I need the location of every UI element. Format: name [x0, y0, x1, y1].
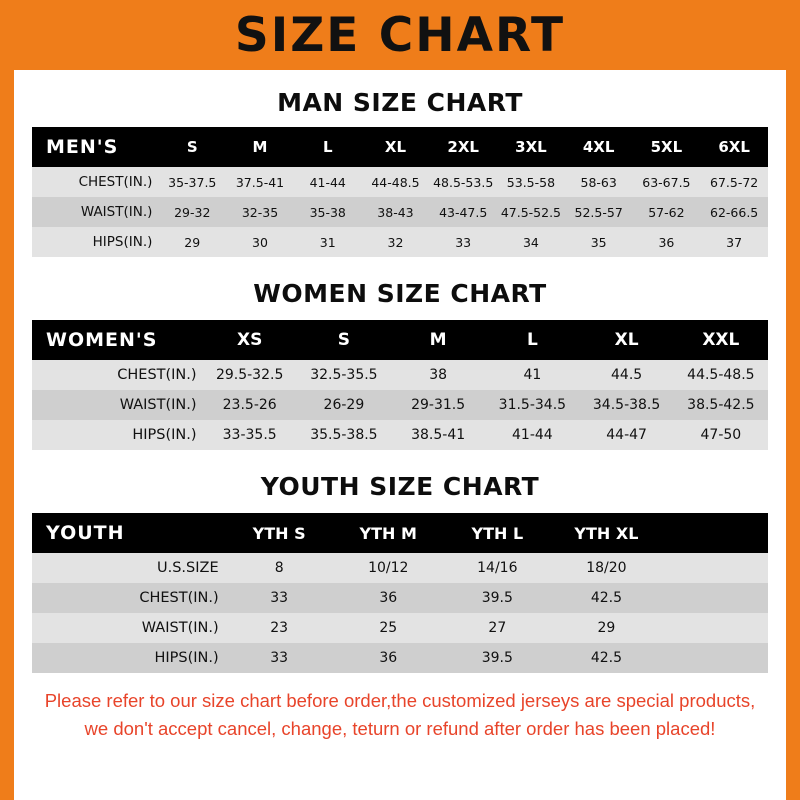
table-cell: 37.5-41 [235, 174, 285, 190]
table-cell: 67.5-72 [710, 174, 759, 190]
table-cell: 47-50 [700, 427, 742, 443]
table-row [32, 583, 768, 613]
row-label: CHEST(IN.) [117, 367, 197, 383]
column-header: L [526, 330, 538, 350]
youth-table-body [32, 553, 768, 673]
table-cell: 39.5 [481, 650, 513, 666]
table-cell: 42.5 [590, 650, 622, 666]
column-header: 6XL [718, 138, 750, 156]
table-cell: 38-43 [377, 204, 414, 220]
row-label: U.S.SIZE [157, 560, 219, 576]
table-cell: 44-47 [606, 427, 647, 443]
table-cell: 44-48.5 [371, 174, 420, 190]
column-header: WOMEN'S [46, 329, 158, 351]
table-cell: 36 [658, 234, 675, 250]
table-cell: 31 [319, 234, 336, 250]
table-cell: 14/16 [477, 560, 518, 576]
table-cell-spacer [661, 553, 768, 583]
footnote-line-2: we don't accept cancel, change, teturn or refund after order has been placed! [84, 717, 716, 739]
column-header: 3XL [515, 138, 547, 156]
table-cell: 38.5-41 [411, 427, 466, 443]
table-cell: 44.5 [611, 367, 643, 383]
column-header: S [337, 330, 351, 350]
table-cell: 63-67.5 [642, 174, 691, 190]
column-header: YTH L [471, 523, 524, 543]
table-cell: 39.5 [481, 590, 513, 606]
row-label: WAIST(IN.) [119, 397, 197, 413]
column-header: S [186, 138, 198, 156]
row-label: HIPS(IN.) [92, 234, 153, 250]
table-cell: 26-29 [323, 397, 365, 413]
table-cell: 8 [274, 560, 284, 576]
column-header: 5XL [650, 138, 683, 156]
row-label: HIPS(IN.) [132, 427, 197, 443]
table-row [32, 613, 768, 643]
table-row [32, 420, 768, 450]
table-cell: 41 [523, 367, 542, 383]
table-cell: 23.5-26 [222, 397, 277, 413]
content [14, 88, 786, 743]
column-header: XL [614, 330, 639, 350]
table-cell: 43-47.5 [439, 204, 488, 220]
youth-size-table [32, 513, 768, 673]
row-label: HIPS(IN.) [154, 650, 219, 666]
table-cell: 31.5-34.5 [498, 397, 567, 413]
footnote [32, 673, 768, 743]
table-cell: 29 [597, 620, 616, 636]
row-label: WAIST(IN.) [80, 204, 153, 220]
table-cell: 25 [379, 620, 398, 636]
table-row [32, 553, 768, 583]
table-cell: 42.5 [590, 590, 622, 606]
column-header: L [322, 138, 333, 156]
page-title: SIZE CHART [234, 7, 566, 63]
table-cell: 36 [379, 650, 398, 666]
man-table-header [32, 127, 768, 167]
table-header-row [32, 320, 768, 360]
table-cell: 33 [270, 590, 289, 606]
table-cell: 10/12 [368, 560, 409, 576]
table-cell: 30 [252, 234, 268, 250]
column-header: YTH XL [574, 523, 639, 543]
table-cell: 53.5-58 [506, 174, 556, 190]
table-cell: 27 [488, 620, 507, 636]
table-cell: 29 [184, 234, 201, 250]
table-cell: 41-44 [309, 174, 346, 190]
table-cell: 35-38 [309, 204, 346, 220]
table-row [32, 227, 768, 257]
table-row [32, 390, 768, 420]
table-cell-spacer [661, 583, 768, 613]
table-cell: 32 [387, 234, 404, 250]
table-cell: 58-63 [580, 174, 617, 190]
table-cell: 41-44 [512, 427, 553, 443]
column-header: 4XL [582, 138, 615, 156]
man-size-table [32, 127, 768, 257]
table-header-row [32, 127, 768, 167]
man-section-title: MAN SIZE CHART [277, 88, 523, 117]
table-cell: 44.5-48.5 [687, 367, 755, 383]
table-cell: 18/20 [586, 560, 627, 576]
table-row [32, 197, 768, 227]
table-cell: 38.5-42.5 [687, 397, 755, 413]
column-header: MEN'S [46, 136, 119, 158]
table-row [32, 360, 768, 390]
table-cell: 29.5-32.5 [215, 367, 284, 383]
table-cell: 35 [590, 234, 607, 250]
women-table-header [32, 320, 768, 360]
column-header: YTH M [359, 523, 417, 543]
table-cell-spacer [661, 643, 768, 673]
women-section-title: WOMEN SIZE CHART [253, 279, 547, 308]
youth-table-header [32, 513, 768, 553]
table-cell: 57-62 [648, 204, 685, 220]
column-header: XL [384, 138, 407, 156]
table-cell: 33-35.5 [222, 427, 277, 443]
table-cell: 47.5-52.5 [500, 204, 562, 220]
table-cell: 34.5-38.5 [592, 397, 661, 413]
table-cell: 23 [270, 620, 289, 636]
column-header: XXL [702, 330, 740, 350]
table-cell: 33 [455, 234, 472, 250]
footnote-line-1: Please refer to our size chart before order,the customized jerseys are special products, [44, 690, 756, 711]
table-row [32, 167, 768, 197]
table-row [32, 643, 768, 673]
youth-section-title: YOUTH SIZE CHART [260, 472, 540, 501]
table-cell: 35-37.5 [168, 174, 217, 190]
column-header-spacer [661, 513, 768, 553]
column-header: YOUTH [46, 522, 125, 544]
table-header-row [32, 513, 768, 553]
women-size-table [32, 320, 768, 450]
column-header: 2XL [447, 138, 479, 156]
man-table-body [32, 167, 768, 257]
row-label: WAIST(IN.) [141, 620, 219, 636]
women-table-body [32, 360, 768, 450]
banner [0, 0, 800, 70]
table-cell: 48.5-53.5 [433, 174, 494, 190]
table-cell: 62-66.5 [710, 204, 759, 220]
table-cell-spacer [661, 613, 768, 643]
table-cell: 52.5-57 [574, 204, 623, 220]
column-header: YTH S [252, 523, 306, 543]
table-cell: 37 [726, 234, 743, 250]
column-header: M [252, 138, 268, 156]
column-header: M [429, 330, 447, 350]
table-cell: 32.5-35.5 [310, 367, 378, 383]
table-cell: 29-31.5 [411, 397, 466, 413]
table-cell: 29-32 [174, 204, 211, 220]
table-cell: 32-35 [241, 204, 279, 220]
table-cell: 36 [379, 590, 398, 606]
row-label: CHEST(IN.) [78, 174, 153, 190]
table-cell: 33 [270, 650, 289, 666]
row-label: CHEST(IN.) [139, 590, 219, 606]
table-cell: 34 [522, 234, 539, 250]
table-cell: 38 [429, 367, 448, 383]
column-header: XS [236, 330, 263, 350]
table-cell: 35.5-38.5 [310, 427, 378, 443]
